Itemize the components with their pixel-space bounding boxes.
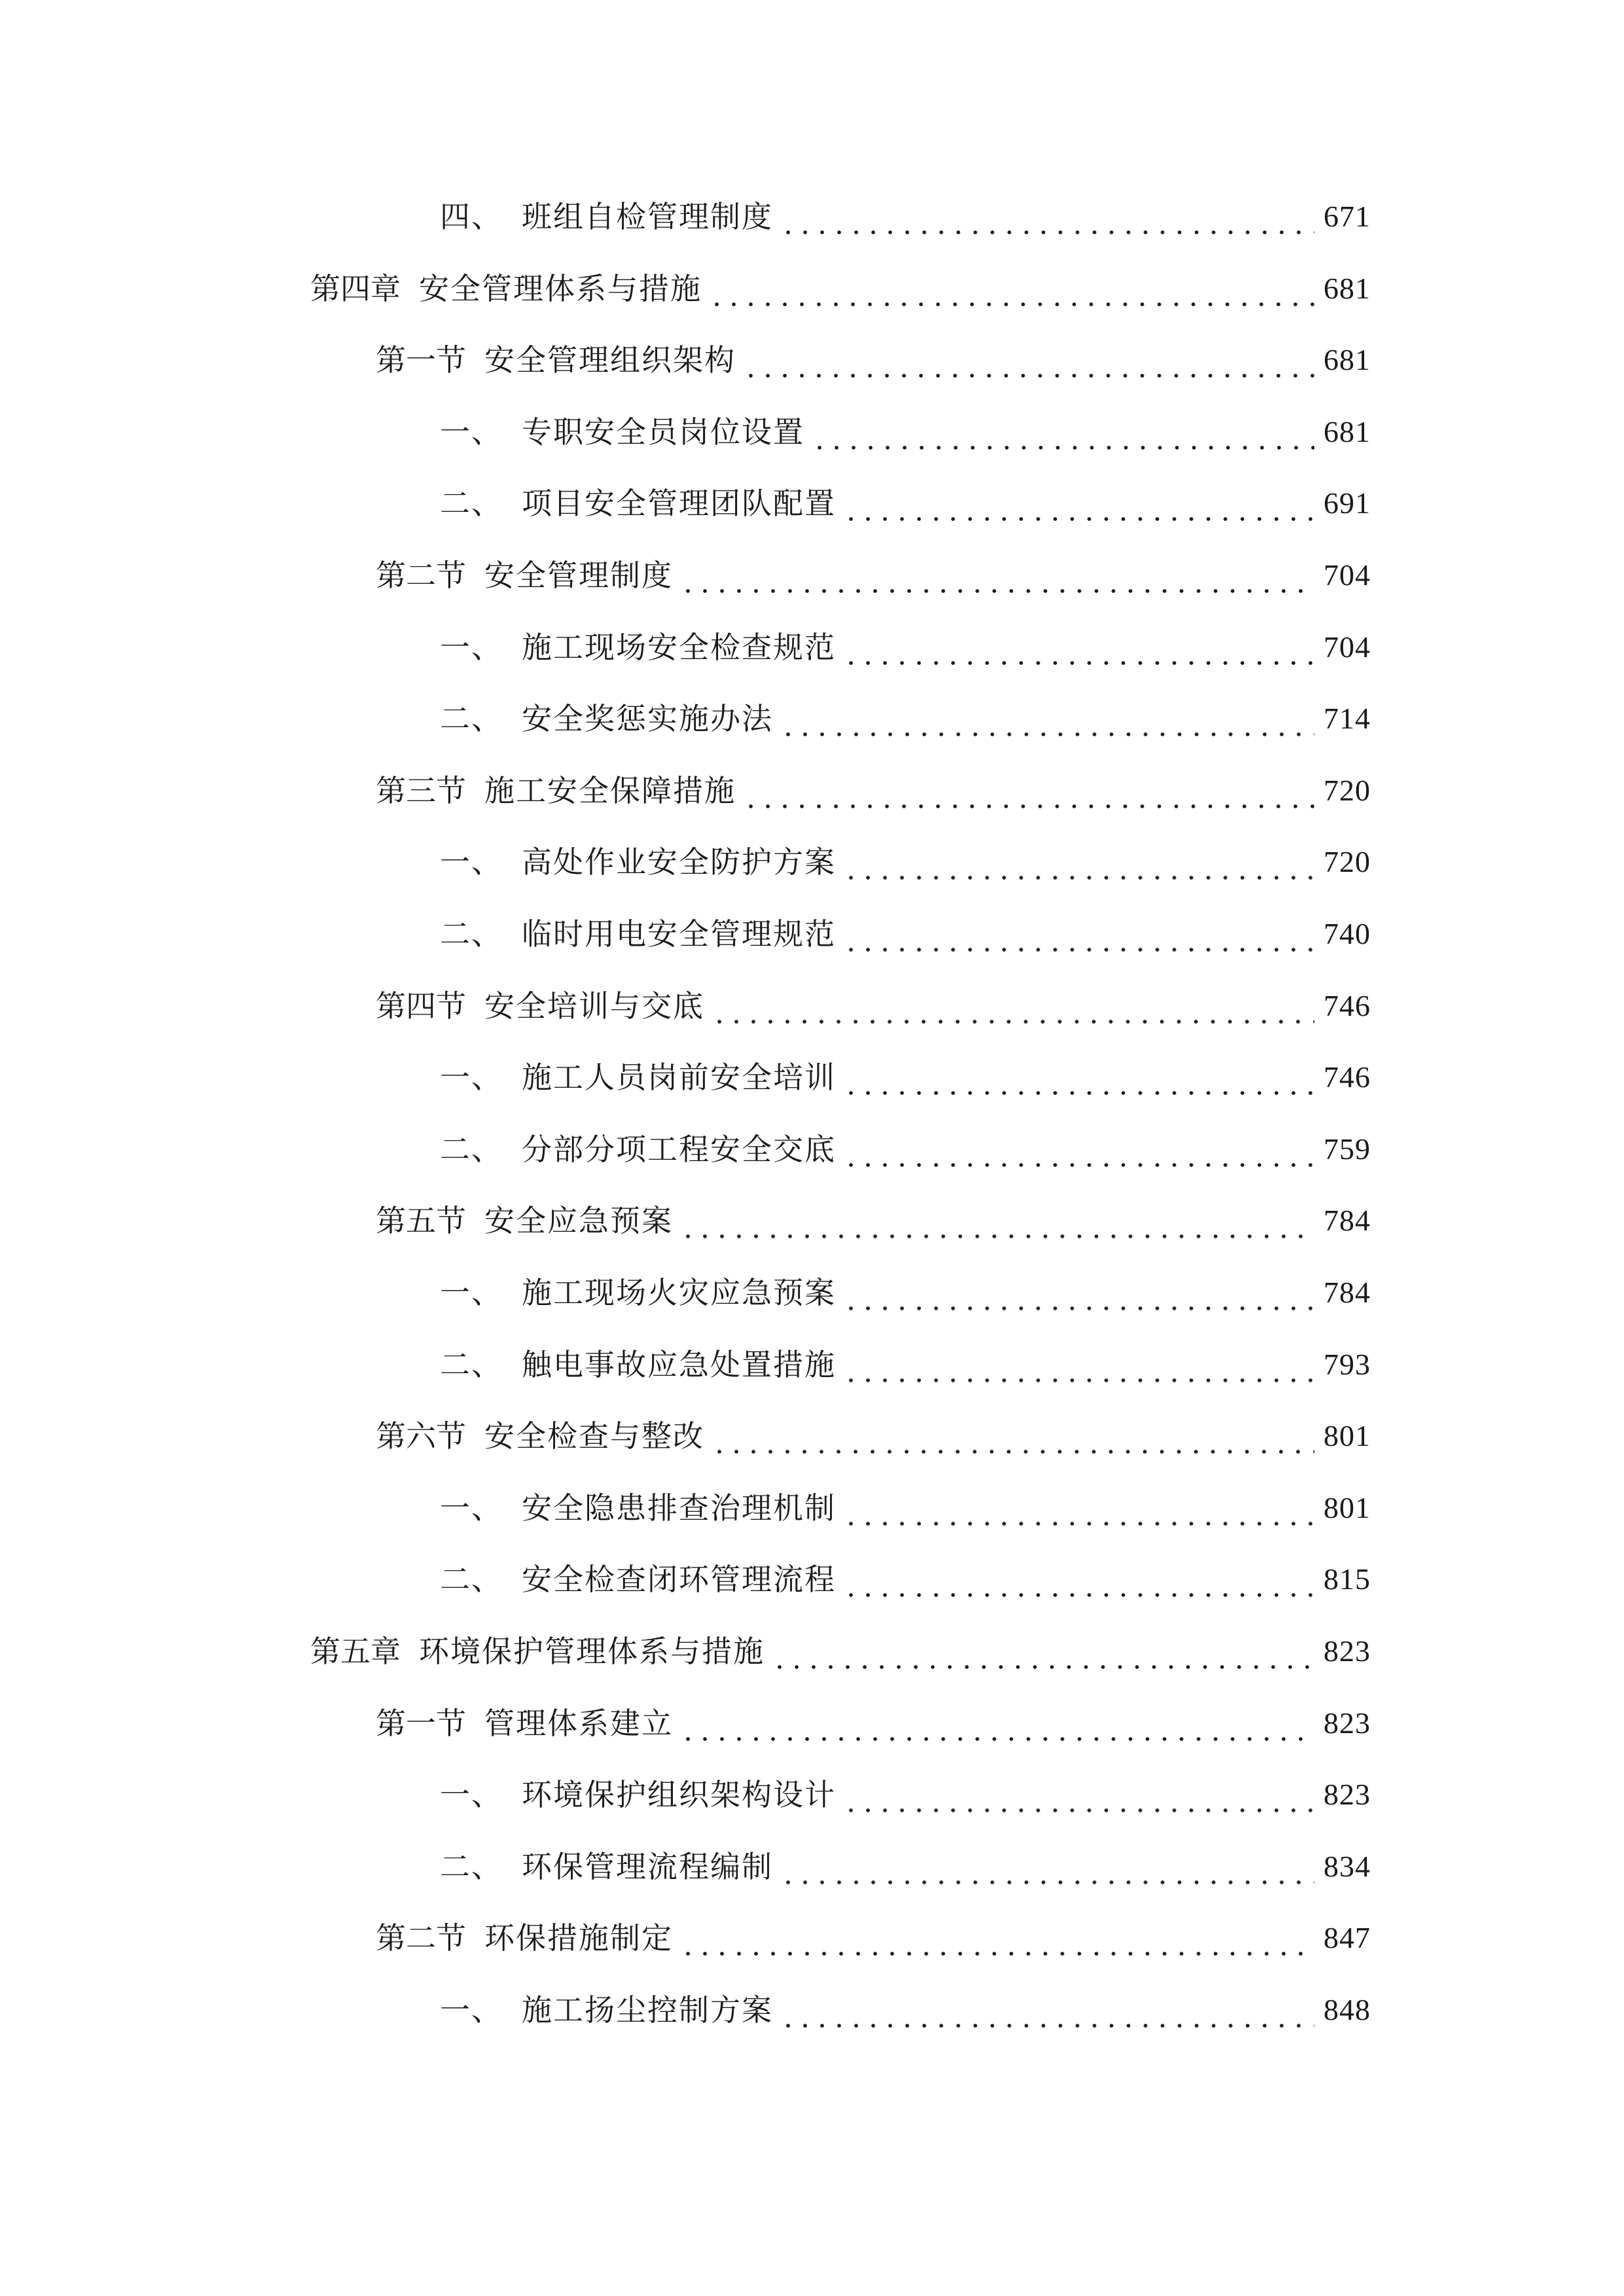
- toc-entry-title: 安全管理组织架构: [484, 342, 736, 378]
- toc-entry-number: 第二节: [376, 558, 466, 593]
- toc-entry[interactable]: [376, 1413, 1371, 1459]
- toc-entry[interactable]: [440, 1556, 1371, 1602]
- toc-dot-leader: [679, 552, 1314, 598]
- toc-entry-title: 施工扬尘控制方案: [522, 1992, 773, 2028]
- toc-entry[interactable]: [376, 1700, 1371, 1746]
- toc-entry[interactable]: [440, 194, 1371, 240]
- toc-entry-number: 一、: [440, 414, 503, 450]
- toc-page-number: 848: [1324, 1993, 1371, 2026]
- toc-page-number: 720: [1324, 774, 1371, 807]
- toc-page-number: 801: [1324, 1419, 1371, 1452]
- toc-page-number: 671: [1324, 200, 1371, 233]
- toc-entry[interactable]: [440, 480, 1371, 526]
- toc-dot-leader: [679, 1915, 1314, 1961]
- toc-page-number: 681: [1324, 272, 1371, 305]
- toc-page-number: 793: [1324, 1348, 1371, 1381]
- toc-entry-number: 二、: [440, 916, 503, 952]
- toc-entry-title: 安全检查与整改: [484, 1418, 704, 1454]
- toc-page-number: 815: [1324, 1562, 1371, 1596]
- toc-dot-leader: [811, 409, 1314, 455]
- toc-dot-leader: [742, 768, 1314, 814]
- toc-entry-number: 二、: [440, 701, 503, 736]
- toc-dot-leader: [842, 1556, 1314, 1602]
- toc-entry-title: 环保管理流程编制: [522, 1849, 773, 1884]
- toc-entry[interactable]: [440, 696, 1371, 742]
- toc-entry[interactable]: [440, 1485, 1371, 1531]
- toc-page-number: 681: [1324, 415, 1371, 448]
- toc-entry[interactable]: [440, 911, 1371, 957]
- toc-dot-leader: [842, 1126, 1314, 1172]
- toc-entry[interactable]: [440, 1987, 1371, 2033]
- toc-entry[interactable]: [440, 1126, 1371, 1172]
- toc-page-number: 704: [1324, 630, 1371, 664]
- toc-entry-number: 二、: [440, 1132, 503, 1167]
- toc-entry-number: 第四节: [376, 988, 466, 1024]
- toc-page-number: 784: [1324, 1276, 1371, 1309]
- toc-page-number: 681: [1324, 343, 1371, 376]
- toc-entry[interactable]: [376, 337, 1371, 383]
- toc-dot-leader: [842, 911, 1314, 957]
- toc-entry-title: 安全管理体系与措施: [419, 271, 702, 306]
- toc-entry-number: 一、: [440, 1777, 503, 1812]
- toc-entry[interactable]: [440, 624, 1371, 670]
- toc-entry[interactable]: [376, 1915, 1371, 1961]
- toc-entry-number: 第一节: [376, 342, 466, 378]
- toc-dot-leader: [842, 839, 1314, 885]
- toc-entry-title: 安全奖惩实施办法: [522, 701, 773, 736]
- toc-entry-title: 安全培训与交底: [484, 988, 704, 1024]
- toc-entry-title: 安全应急预案: [484, 1203, 673, 1238]
- toc-page-number: 740: [1324, 917, 1371, 950]
- toc-page-number: 847: [1324, 1921, 1371, 1954]
- toc-entry-number: 第五章: [310, 1634, 401, 1669]
- toc-entry-title: 管理体系建立: [484, 1706, 673, 1741]
- toc-dot-leader: [780, 696, 1314, 742]
- toc-page-number: 746: [1324, 989, 1371, 1022]
- toc-entry-title: 项目安全管理团队配置: [522, 486, 836, 521]
- toc-entry-number: 一、: [440, 1992, 503, 2028]
- toc-entry-title: 安全检查闭环管理流程: [522, 1562, 836, 1597]
- toc-dot-leader: [771, 1628, 1314, 1674]
- toc-entry-title: 临时用电安全管理规范: [522, 916, 836, 952]
- toc-dot-leader: [842, 1772, 1314, 1818]
- toc-entry-number: 二、: [440, 1347, 503, 1382]
- toc-entry-number: 一、: [440, 1060, 503, 1095]
- toc-entry-number: 二、: [440, 1849, 503, 1884]
- toc-entry-number: 一、: [440, 1275, 503, 1310]
- toc-dot-leader: [679, 1700, 1314, 1746]
- toc-dot-leader: [711, 983, 1314, 1029]
- toc-dot-leader: [780, 1844, 1314, 1890]
- toc-entry-title: 环境保护组织架构设计: [522, 1777, 836, 1812]
- toc-page-number: 834: [1324, 1850, 1371, 1883]
- toc-entry[interactable]: [440, 1054, 1371, 1100]
- toc-entry-number: 二、: [440, 486, 503, 521]
- toc-entry-title: 触电事故应急处置措施: [522, 1347, 836, 1382]
- toc-entry-title: 分部分项工程安全交底: [522, 1132, 836, 1167]
- toc-dot-leader: [842, 1485, 1314, 1531]
- toc-dot-leader: [842, 1270, 1314, 1316]
- toc-entry[interactable]: [440, 839, 1371, 885]
- toc-entry[interactable]: [376, 768, 1371, 814]
- toc-dot-leader: [780, 194, 1314, 240]
- toc-entry-number: 第一节: [376, 1706, 466, 1741]
- toc-dot-leader: [679, 1198, 1314, 1244]
- toc-entry[interactable]: [376, 983, 1371, 1029]
- toc-page-number: 801: [1324, 1491, 1371, 1524]
- toc-dot-leader: [708, 266, 1314, 312]
- toc-entry[interactable]: [440, 1772, 1371, 1818]
- toc-entry[interactable]: [376, 552, 1371, 598]
- toc-dot-leader: [842, 624, 1314, 670]
- toc-entry-title: 专职安全员岗位设置: [522, 414, 804, 450]
- toc-entry-number: 第三节: [376, 773, 466, 808]
- toc-entry-number: 一、: [440, 844, 503, 880]
- toc-dot-leader: [842, 480, 1314, 526]
- toc-entry-title: 施工现场火灾应急预案: [522, 1275, 836, 1310]
- toc-entry-number: 四、: [440, 199, 503, 234]
- toc-entry-number: 一、: [440, 630, 503, 665]
- toc-dot-leader: [780, 1987, 1314, 2033]
- toc-dot-leader: [842, 1054, 1314, 1100]
- toc-entry-number: 第五节: [376, 1203, 466, 1238]
- toc-page-number: 704: [1324, 558, 1371, 592]
- toc-entry[interactable]: [440, 1342, 1371, 1388]
- toc-entry[interactable]: [310, 266, 1371, 312]
- toc-entry-title: 施工现场安全检查规范: [522, 630, 836, 665]
- toc-entry-number: 第六节: [376, 1418, 466, 1454]
- toc-entry-number: 第四章: [310, 271, 401, 306]
- toc-entry-title: 高处作业安全防护方案: [522, 844, 836, 880]
- toc-dot-leader: [711, 1413, 1314, 1459]
- toc-entry[interactable]: [440, 1844, 1371, 1890]
- toc-page-number: 714: [1324, 702, 1371, 735]
- toc-entry-number: 第二节: [376, 1920, 466, 1956]
- toc-entry-title: 施工人员岗前安全培训: [522, 1060, 836, 1095]
- toc-entry-title: 安全隐患排查治理机制: [522, 1490, 836, 1526]
- toc-entry[interactable]: [440, 409, 1371, 455]
- toc-page-number: 823: [1324, 1706, 1371, 1740]
- toc-page-number: 823: [1324, 1778, 1371, 1811]
- toc-page-number: 720: [1324, 845, 1371, 878]
- toc-entry-number: 一、: [440, 1490, 503, 1526]
- toc-page-number: 746: [1324, 1060, 1371, 1094]
- toc-page-number: 784: [1324, 1204, 1371, 1237]
- toc-entry-title: 施工安全保障措施: [484, 773, 736, 808]
- toc-page-number: 759: [1324, 1132, 1371, 1166]
- toc-entry-number: 二、: [440, 1562, 503, 1597]
- toc-entry[interactable]: [310, 1628, 1371, 1674]
- toc-dot-leader: [742, 337, 1314, 383]
- toc-entry-title: 环境保护管理体系与措施: [419, 1634, 765, 1669]
- toc-entry-title: 安全管理制度: [484, 558, 673, 593]
- toc-page-number: 823: [1324, 1634, 1371, 1668]
- toc-dot-leader: [842, 1342, 1314, 1388]
- toc-entry[interactable]: [376, 1198, 1371, 1244]
- toc-page-number: 691: [1324, 486, 1371, 520]
- toc-entry-title: 环保措施制定: [484, 1920, 673, 1956]
- toc-entry-title: 班组自检管理制度: [522, 199, 773, 234]
- toc-entry[interactable]: [440, 1270, 1371, 1316]
